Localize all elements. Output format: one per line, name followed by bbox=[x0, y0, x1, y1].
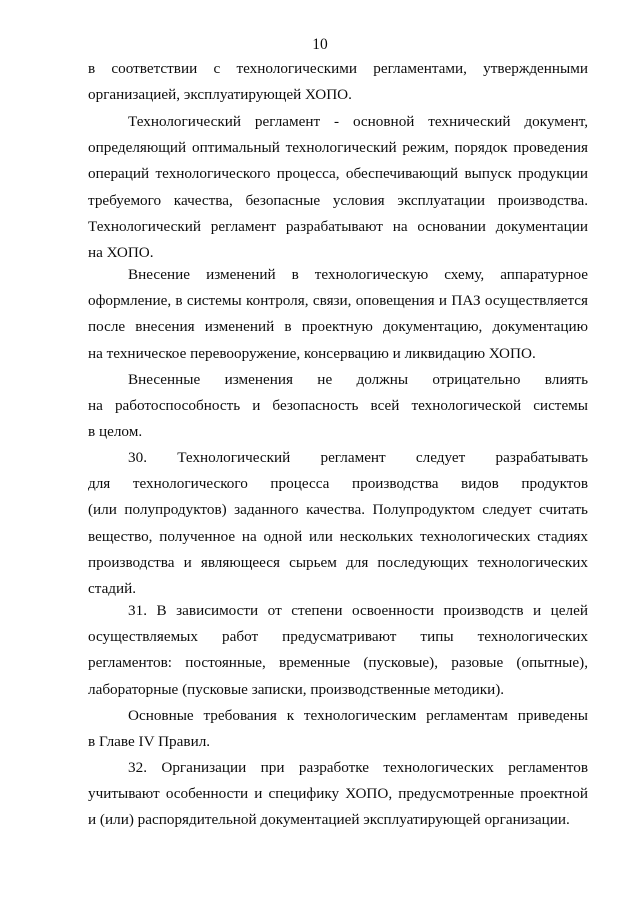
text-line: вещество, полученное на одной или нескольких технологических стадиях bbox=[88, 527, 588, 545]
text-line: в соответствии с технологическими регламентами, утвержденными bbox=[88, 60, 588, 77]
paragraph-changes bbox=[88, 262, 588, 367]
text-line: для технологического процесса производства видов продуктов bbox=[88, 475, 588, 493]
text-line: после внесения изменений в проектную документацию, документацию bbox=[88, 318, 588, 336]
text-line: и (или) распорядительной документацией эксплуатирующей организации. bbox=[88, 811, 570, 829]
text-line: 31. В зависимости от степени освоенности производств и целей bbox=[128, 602, 588, 619]
paragraph-reglament-definition bbox=[88, 109, 588, 266]
text-line: определяющий оптимальный технологический режим, порядок проведения bbox=[88, 139, 588, 157]
text-line: на техническое перевооружение, консервацию и ликвидацию ХОПО. bbox=[88, 344, 536, 362]
text-line: оформление, в системы контроля, связи, оповещения и ПАЗ осуществляется bbox=[88, 292, 588, 310]
paragraph-item-31 bbox=[88, 598, 588, 703]
paragraph-changes-effect bbox=[88, 367, 588, 446]
text-line: Внесение изменений в технологическую схему, аппаратурное bbox=[128, 266, 588, 283]
paragraph-requirements bbox=[88, 703, 588, 755]
text-line: на работоспособность и безопасность всей технологической системы bbox=[88, 397, 588, 415]
text-line: осуществляемых работ предусматривают типы технологических bbox=[88, 628, 588, 646]
text-line: производства и являющееся сырьем для последующих технологических bbox=[88, 553, 588, 571]
text-line: учитывают особенности и специфику ХОПО, предусмотренные проектной bbox=[88, 785, 588, 803]
text-line: в целом. bbox=[88, 423, 143, 441]
text-line: стадий. bbox=[88, 579, 137, 597]
text-line: Внесенные изменения не должны отрицательно влиять bbox=[128, 371, 588, 388]
text-line: организацией, эксплуатирующей ХОПО. bbox=[88, 86, 352, 104]
text-line: на ХОПО. bbox=[88, 243, 154, 261]
paragraph-continuation bbox=[88, 56, 588, 108]
text-line: Технологический регламент разрабатывают на основании документации bbox=[88, 217, 588, 235]
paragraph-item-32 bbox=[88, 755, 588, 834]
text-line: 32. Организации при разработке технологических регламентов bbox=[128, 759, 588, 776]
text-line: (или полупродуктов) заданного качества. Полупродуктом следует считать bbox=[88, 501, 588, 519]
paragraph-item-30 bbox=[88, 445, 588, 602]
text-line: регламентов: постоянные, временные (пусковые), разовые (опытные), bbox=[88, 654, 588, 672]
text-line: требуемого качества, безопасные условия эксплуатации производства. bbox=[88, 191, 588, 209]
text-line: лабораторные (пусковые записки, производственные методики). bbox=[88, 680, 505, 698]
text-line: Основные требования к технологическим регламентам приведены bbox=[128, 707, 588, 724]
page-number: 10 bbox=[312, 36, 328, 53]
text-line: в Главе IV Правил. bbox=[88, 733, 211, 751]
text-line: 30. Технологический регламент следует разрабатывать bbox=[128, 449, 588, 466]
text-line: операций технологического процесса, обеспечивающий выпуск продукции bbox=[88, 165, 588, 183]
text-line: Технологический регламент - основной технический документ, bbox=[128, 113, 588, 130]
